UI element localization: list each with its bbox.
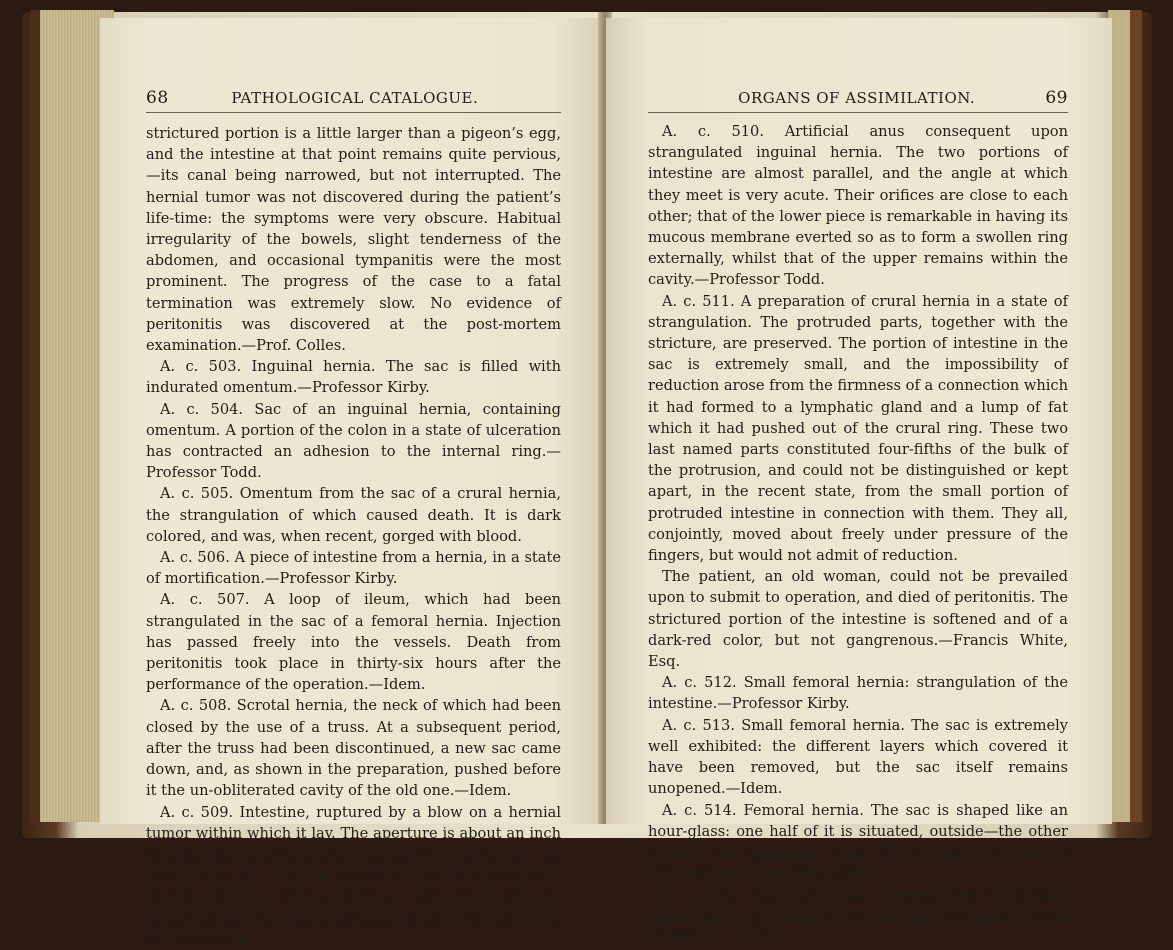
paragraph: A. c. 509. Intestine, ruptured by a blow on a hernial tumor within which it lay. The aperture is about an inch in diameter, and is almost completely closed by the eversion of the mucous membrane. Death took place, on the fifth day, from peritonitis; and, on dissection, fœcal matter was found diffused through the cavity of the abdomen. — [146, 803, 561, 948]
paragraph: A. c. 514. Femoral hernia. The sac is shaped like an hour-glass: one half of it is situated, outside—the other inside, the abdomen; and the constricted portion corresponds to the ring.—Idem. — [648, 801, 1068, 883]
right-page — [606, 18, 1112, 946]
paragraph: A. c. 504. Sac of an inguinal hernia, containing omentum. A portion of the colon in a state of ulceration has contracted an adhesion to the internal ring.—Professor Todd. — [146, 400, 561, 482]
right-body-text — [648, 121, 1068, 948]
page-number-left: 68 — [146, 88, 169, 108]
page-number-right: 69 — [1045, 88, 1068, 108]
paragraph: A. c. 506. A piece of intestine from a hernia, in a state of mortification.—Professor Kirby. — [146, 549, 561, 588]
left-body-text — [146, 123, 561, 950]
paragraph: A. c. 503. Inguinal hernia. The sac is filled with indurated omentum.—Professor Kirby. — [146, 358, 561, 397]
paragraph: The patient, an old woman, could not be prevailed upon to submit to operation, and died of peritonitis. The strictured portion of the intestine is softened and of a dark-red color, but not gangrenous.—Francis White, Esq. — [648, 568, 1068, 671]
paragraph: A. c. 510. Artificial anus consequent upon strangulated inguinal hernia. The two portions of intestine are almost parallel, and the angle at which they meet is very acute. Their orifices are close to each other; that of the lower piece is remarkable in having its mucous membrane everted so as to form a swollen ring externally, whilst that of the upper remains within the cavity.—Professor Todd. — [648, 123, 1068, 289]
running-head-right: ORGANS OF ASSIMILATION. — [738, 89, 976, 107]
paragraph: A. c. 513. Small femoral hernia. The sac is extremely well exhibited: the different layers which covered it have been removed, but the sac itself remains unopened.—Idem. — [648, 716, 1068, 798]
paragraph: A. c. 511. A preparation of crural hernia in a state of strangulation. The protruded parts, together with the stricture, are preserved. The portion of intestine in the sac is extremely small, and the impossibility of reduction arose from the firmness of a connection which it had formed to a lymphatic gland and a lump of fat which it had pushed out of the crural ring. These two last named parts constituted four-fifths of the bulk of the protrusion, and could not be distinguished or kept apart, in the recent state, from the small portion of protruded intestine in connection with them. They all, conjointly, moved about freely under pressure of the fingers, but would not admit of reduction. — [648, 292, 1068, 565]
left-running-header — [146, 88, 561, 108]
header-rule-right — [648, 112, 1068, 113]
page-edges-right — [1108, 10, 1142, 822]
running-head-left: PATHOLOGICAL CATALOGUE. — [231, 89, 479, 107]
paragraph: strictured portion is a little larger than a pigeon’s egg, and the intestine at that point remains quite pervious,—its canal being narrowed, but not interrupted. The hernial tumor was not discovered during the patient’s life-time: the symptoms were very obscure. Habitual irregularity of the bowels, slight tenderness of the abdomen, and occasional tympanitis were the most prominent. The progress of the case to a fatal termination was extremely slow. No evidence of peritonitis was discovered at the post-mortem examination.—Prof. Colles. — [146, 125, 561, 355]
paragraph: A. c. 508. Scrotal hernia, the neck of which had been closed by the use of a truss. At a subsequent period, after the truss had been discontinued, a new sac came down, and, as shown in the preparation, pushed before it the un-obliterated cavity of the old one.—Idem. — [146, 697, 561, 800]
paragraph: A. c. 512. Small femoral hernia: strangulation of the intestine.—Professor Kirby. — [648, 674, 1068, 713]
paragraph: A. c. 507. A loop of ileum, which had been strangulated in the sac of a femoral hernia. Injection has passed freely into the vessels. Death from peritonitis took place in thirty-six hours after the performance of the operation.—Idem. — [146, 591, 561, 694]
header-rule-left — [146, 112, 561, 113]
right-running-header — [648, 88, 1068, 108]
paragraph: A. c. 505. Omentum from the sac of a crural hernia, the strangulation of which caused death. It is dark colored, and was, when recent, gorged with blood. — [146, 485, 561, 545]
paragraph: A. c. 515. Femoral hernia covered over by a fatty tumor, which prevented its return into the cavity of the abdomen.—Idem. — [648, 886, 1068, 946]
left-page — [100, 18, 603, 948]
